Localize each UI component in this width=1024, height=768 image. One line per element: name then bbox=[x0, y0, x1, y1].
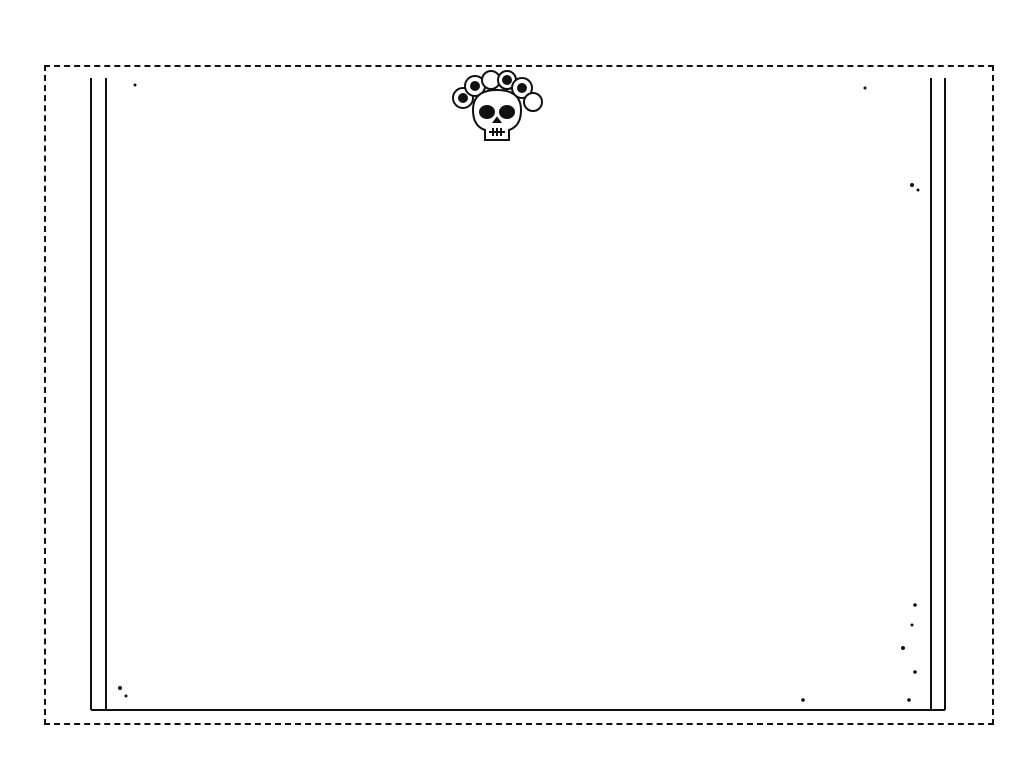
right-column-icon bbox=[931, 78, 945, 710]
catrina-skull-icon bbox=[453, 71, 542, 140]
confetti-dots-icon bbox=[118, 84, 920, 702]
left-column-icon bbox=[91, 78, 106, 710]
